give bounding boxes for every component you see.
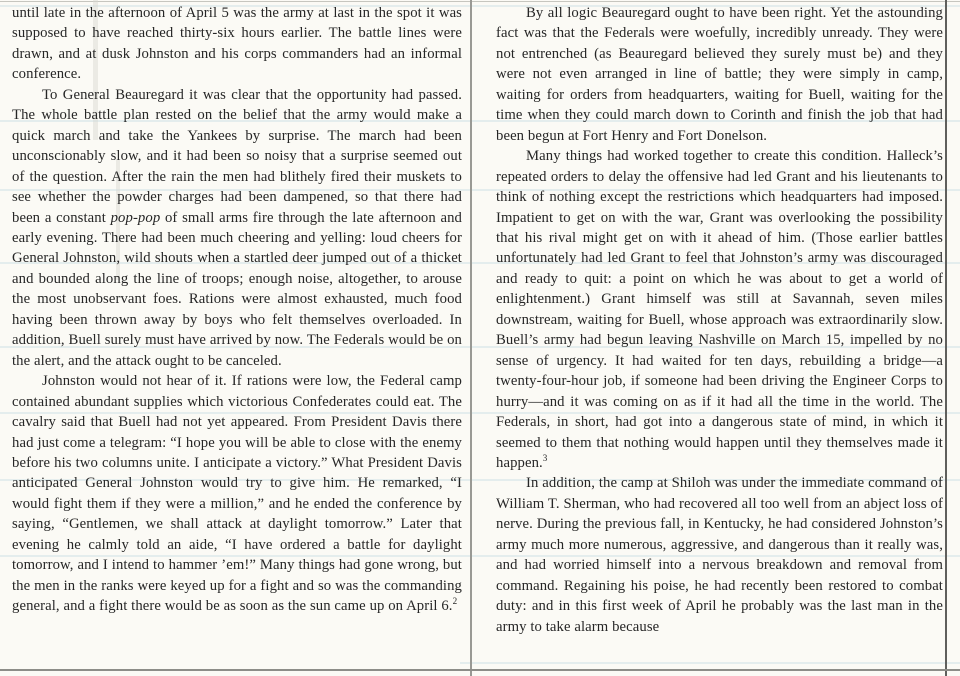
text-run: In addition, the camp at Shiloh was under the immediate command of William T. Sherman, who had recovered all too well from an abject loss of nerve. During the previous fall, in Kentucky, he had considered Johnston’s army much more numerous, aggressive, and dangerous than it really was, and had worried himself into a nervous breakdown and removal from command. Regaining his poise, he had recently been restored to combat duty: and in this first week of April he probably was the last man in the army to take alarm because bbox=[496, 475, 943, 635]
left-text-column bbox=[12, 3, 462, 674]
page-edge-line bbox=[945, 0, 947, 676]
text-run: until late in the afternoon of April 5 was the army at last in the spot it was supposed to have reached thirty-six hours earlier. The battle lines were drawn, and at dusk Johnston and his corps commanders had an informal conference. bbox=[12, 5, 462, 83]
text-run: Many things had worked together to create this condition. Halleck’s repeated orders to delay the offensive had led Grant and his lieutenants to think of nothing except the restrictions which headquarters had imposed. Impatient to get on with the war, Grant was overlooking the possibility that his rival might get on with it ahead of him. (Those earlier battles unfortunately had led Grant to feel that Johnston’s army was discouraged and ready to quit: a point on which he was about to get a world of enlightenment.) Grant himself was still at Savannah, seven miles downstream, waiting for Buell, whose approach was extraordinarily slow. Buell’s army had begun leaving Nashville on March 15, impelled by no sense of urgency. It had waited for ten days, rebuilding a bridge—a twenty-four-hour job, if someone had been driving the Engineer Corps to hurry—and it was coming on as if it had all the time in the world. The Federals, in short, had got into a dangerous state of mind, in which it seemed to them that nothing would happen until they themselves made it happen. bbox=[496, 148, 943, 471]
text-run: Johnston would not hear of it. If rations were low, the Federal camp contained abundant supplies which victorious Confederates could eat. The cavalry said that Buell had not yet appeared. From President Davis there had just come a telegram: “I hope you will be able to close with the enemy before his two columns unite. I anticipate a victory.” What President Davis anticipated General Johnston would try to give him. He remarked, “I would fight them if they were a million,” and he ended the conference by saying, “Gentlemen, we shall attack at daylight tomorrow.” Later that evening he calmly told an aide, “I have ordered a battle for daylight tomorrow, and I intend to hammer ’em!” Many things had gone wrong, but the men in the ranks were keyed up for a fight and so was the commanding general, and a fight there would be as soon as the sun came up on April 6. bbox=[12, 373, 462, 615]
text-run: By all logic Beauregard ought to have been right. Yet the astounding fact was that the Federals were woefully, incredibly unready. They were not entrenched (as Beauregard believed they surely must be) and they were not even arranged in line of battle; they were simply in camp, waiting for orders from headquarters, waiting for Buell, waiting for the time when they could march down to Corinth and finish the job that had been begun at Fort Henry and Fort Donelson. bbox=[496, 5, 943, 144]
text-run: of small arms fire through the late afternoon and early evening. There had been much cheering and yelling: loud cheers for General Johnston, wild shouts when a startled deer jumped out of a thicket and bounded along the line of troops; enough noise, altogether, to arouse the most unobservant foes. Rations were almost exhausted, much food having been thrown away by boys who felt themselves overloaded. In addition, Buell surely must have arrived by now. The Federals would be on the alert, and the attack ought to be canceled. bbox=[12, 209, 462, 369]
paragraph bbox=[496, 146, 943, 473]
text-run: To General Beauregard it was clear that the opportunity had passed. The whole battle plan rested on the belief that the army would make a quick march and take the Yankees by surprise. The march had been unconscionably slow, and it had been so noisy that a surprise seemed out of the question. After the rain the men had blithely fired their muskets to see whether the powder charges had been dampened, so that there had been a constant bbox=[12, 86, 462, 226]
top-scan-line bbox=[0, 1, 960, 2]
paragraph bbox=[496, 473, 943, 637]
paragraph bbox=[12, 85, 462, 371]
footnote-marker: 3 bbox=[542, 453, 548, 464]
footnote-marker: 2 bbox=[452, 596, 458, 607]
paragraph bbox=[496, 3, 943, 146]
column-divider-line bbox=[470, 0, 472, 676]
paragraph bbox=[12, 3, 462, 85]
bottom-rule-line bbox=[0, 669, 960, 671]
paragraph bbox=[12, 371, 462, 616]
italic-text-run: pop-pop bbox=[110, 209, 161, 226]
right-text-column bbox=[496, 3, 943, 674]
